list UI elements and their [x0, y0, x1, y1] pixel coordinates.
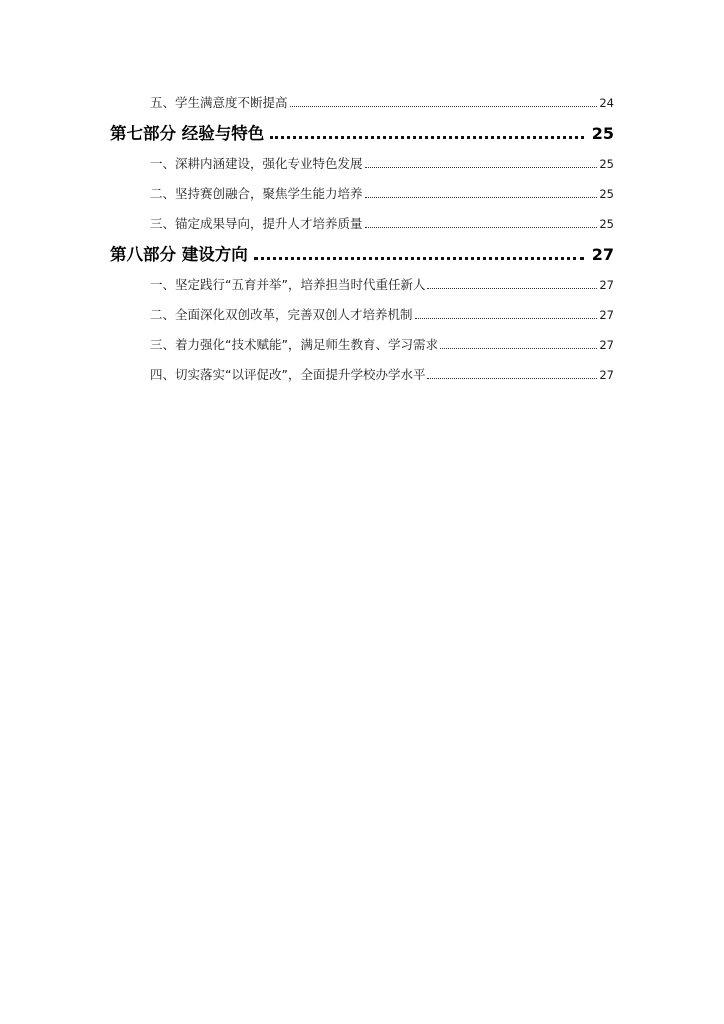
- toc-entry-title: 一、深耕内涵建设，强化专业特色发展: [150, 156, 363, 171]
- dot-leader: [254, 254, 584, 260]
- toc-entry-page-number: 24: [599, 96, 614, 110]
- toc-entry-7-3[interactable]: [110, 209, 614, 239]
- toc-section-page-number: 25: [591, 124, 614, 143]
- toc-entry-8-3[interactable]: [110, 330, 614, 360]
- toc-section-title: 第八部分 建设方向: [110, 245, 248, 264]
- dot-leader: [365, 195, 598, 198]
- toc-entry-8-1[interactable]: [110, 270, 614, 300]
- toc-entry-title: 一、坚定践行“五育并举”，培养担当时代重任新人: [150, 277, 426, 292]
- dot-leader: [270, 133, 583, 139]
- dot-leader: [440, 346, 597, 349]
- toc-entry-page-number: 25: [599, 157, 614, 171]
- toc-entry-title: 三、着力强化“技术赋能”，满足师生教育、学习需求: [150, 337, 438, 352]
- toc-section-page-number: 27: [591, 245, 614, 264]
- toc-entry-title: 四、切实落实“以评促改”，全面提升学校办学水平: [150, 367, 426, 382]
- dot-leader: [365, 165, 598, 168]
- dot-leader: [427, 286, 597, 289]
- toc-section-part-7[interactable]: [110, 118, 614, 149]
- dot-leader: [290, 104, 598, 107]
- toc-entry-7-1[interactable]: [110, 149, 614, 179]
- toc-entry-title: 二、坚持赛创融合，聚焦学生能力培养: [150, 186, 363, 201]
- dot-leader: [415, 316, 598, 319]
- toc-entry-page-number: 27: [599, 338, 614, 352]
- toc-entry-8-2[interactable]: [110, 300, 614, 330]
- toc-section-title: 第七部分 经验与特色: [110, 124, 265, 143]
- toc-entry-page-number: 27: [599, 278, 614, 292]
- toc-entry-title: 二、全面深化双创改革，完善双创人才培养机制: [150, 307, 413, 322]
- toc-entry-title: 五、学生满意度不断提高: [150, 95, 288, 110]
- table-of-contents: [110, 88, 614, 390]
- dot-leader: [427, 376, 597, 379]
- toc-entry-page-number: 25: [599, 217, 614, 231]
- toc-entry-7-2[interactable]: [110, 179, 614, 209]
- toc-section-part-8[interactable]: [110, 239, 614, 270]
- toc-entry-page-number: 25: [599, 187, 614, 201]
- toc-entry-title: 三、锚定成果导向，提升人才培养质量: [150, 216, 363, 231]
- dot-leader: [365, 225, 598, 228]
- toc-entry-page-number: 27: [599, 368, 614, 382]
- toc-entry-5-student-satisfaction[interactable]: [110, 88, 614, 118]
- toc-entry-page-number: 27: [599, 308, 614, 322]
- toc-entry-8-4[interactable]: [110, 360, 614, 390]
